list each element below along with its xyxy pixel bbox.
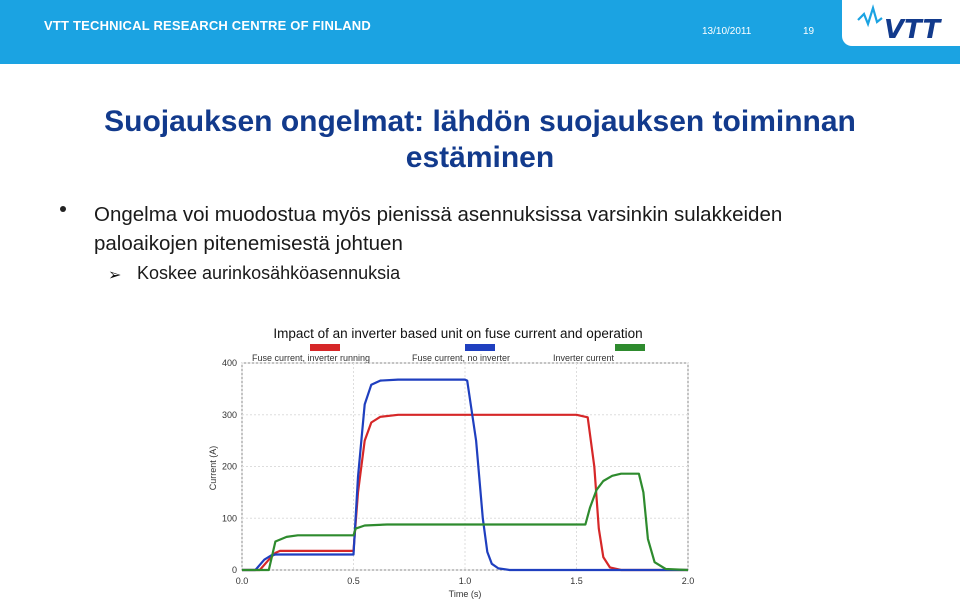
legend-label: Fuse current, no inverter [412,353,511,363]
vtt-logo-text: VTT [884,15,941,44]
legend-label: Inverter current [553,353,615,363]
vtt-logo-icon [852,4,952,44]
slide-title: Suojauksen ongelmat: lähdön suojauksen toiminnan estäminen [104,105,856,174]
y-tick-label: 400 [221,358,237,368]
x-axis-label: Time (s) [448,589,482,599]
legend-swatch [465,344,495,351]
chart-legend [252,344,645,363]
y-tick-label: 200 [221,461,237,472]
x-tick-label: 1.5 [570,576,583,586]
y-tick-label: 100 [221,513,237,524]
chart-title: Impact of an inverter based unit on fuse current and operation [273,326,643,341]
x-tick-label: 0.5 [347,576,360,586]
legend-label: Fuse current, inverter running [252,353,371,363]
bullet-dot [60,206,66,212]
header-bar [0,0,960,64]
y-tick-label: 0 [231,565,237,575]
sub-bullet-text: Koskee aurinkosähköasennuksia [137,263,401,283]
slide-date: 13/10/2011 [702,26,752,37]
x-tick-label: 2.0 [681,576,695,586]
vtt-logo [842,0,960,46]
legend-swatch [310,344,340,351]
organization-name: VTT TECHNICAL RESEARCH CENTRE OF FINLAND [44,18,371,33]
y-tick-label: 300 [221,409,237,420]
fuse-current-chart [200,318,720,599]
slide-number: 19 [803,26,815,37]
plot-area [242,363,688,570]
x-tick-label: 1.0 [458,576,472,586]
y-axis-label: Current (A) [208,445,218,491]
bullet-text: Ongelma voi muodostua myös pienissä asennuksissa varsinkin sulakkeiden paloaikojen pitenemisestä johtuen [94,203,783,255]
arrow-bullet-icon: ➢ [108,267,122,284]
legend-swatch [615,344,645,351]
x-tick-label: 0.0 [235,576,249,586]
